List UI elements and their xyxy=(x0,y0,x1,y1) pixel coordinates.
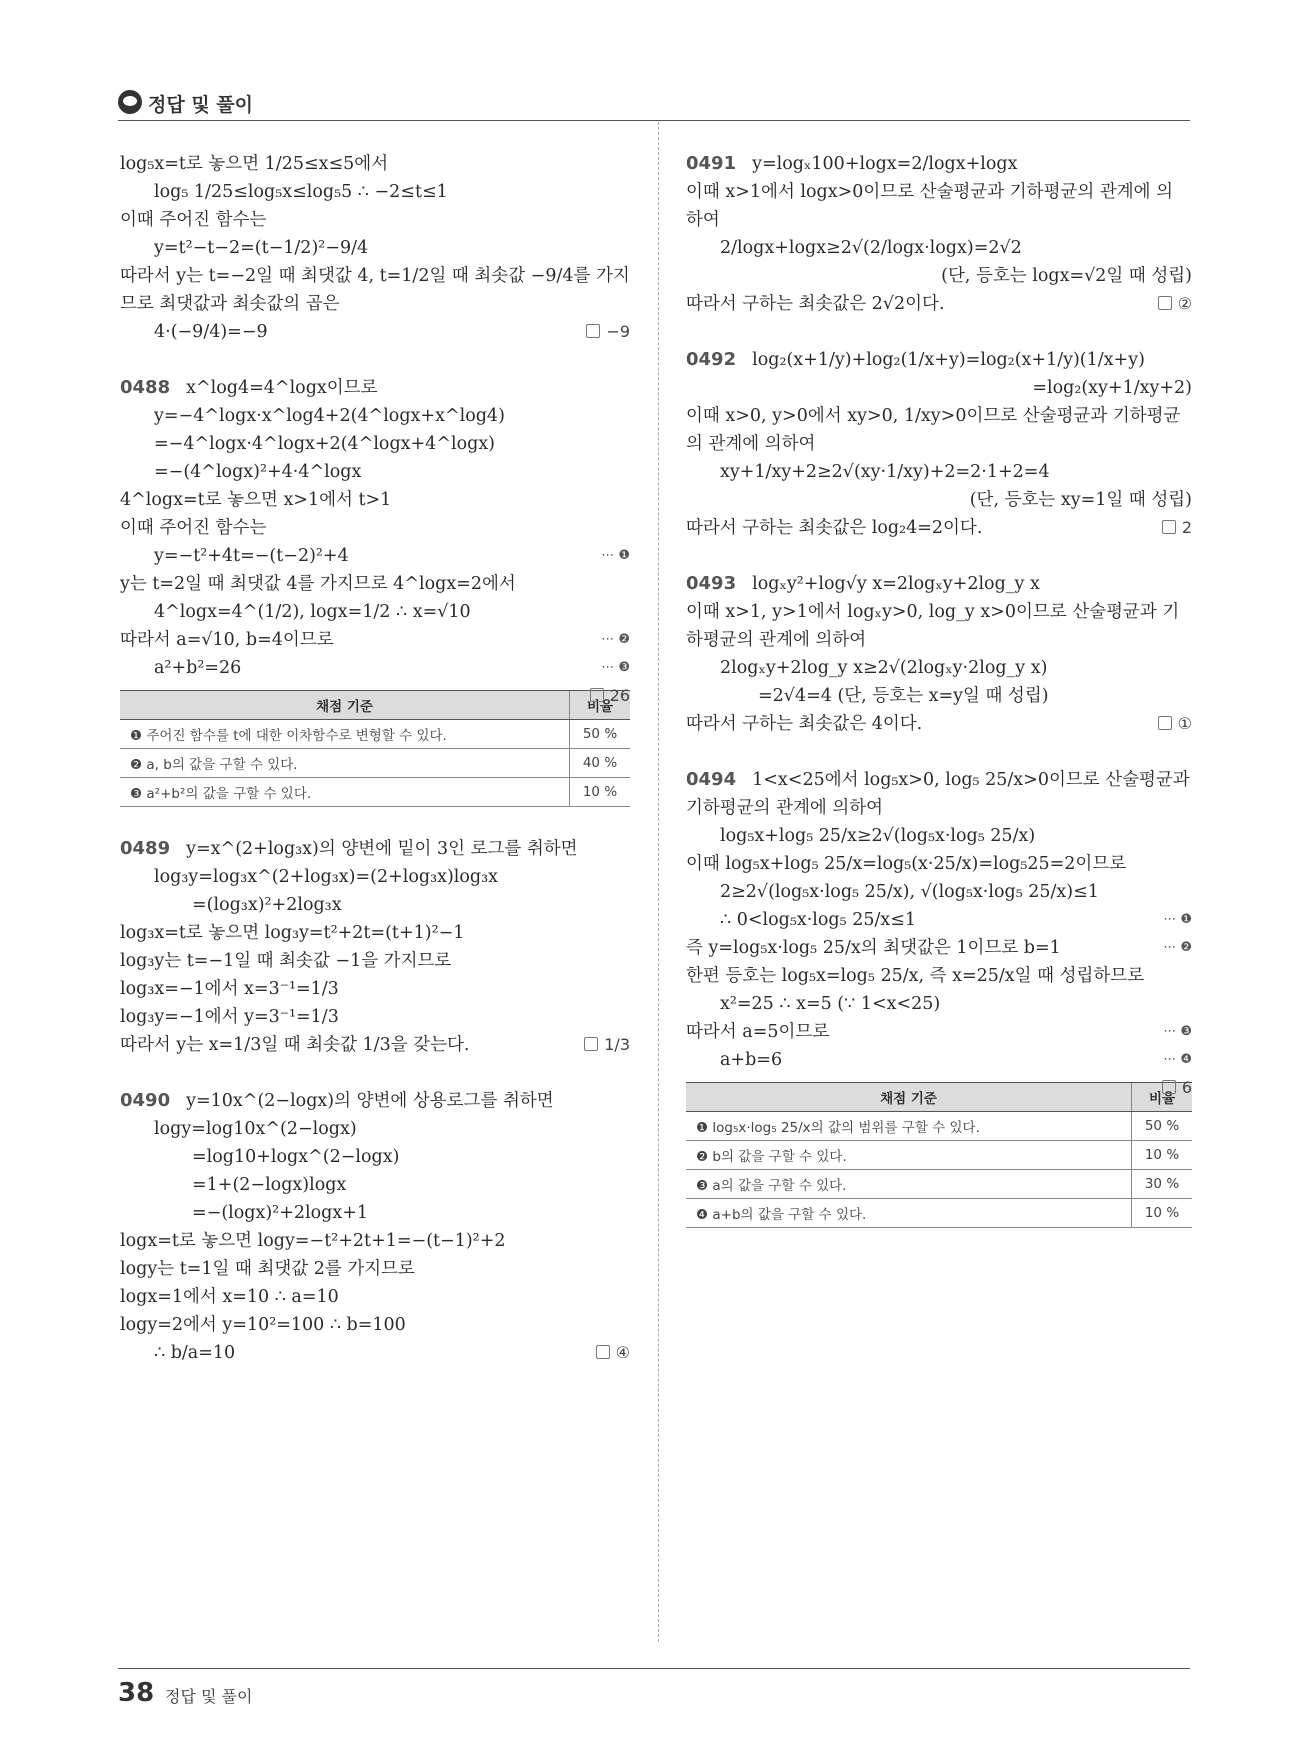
answer-badge: ① xyxy=(1158,710,1192,738)
solution-line xyxy=(686,794,1192,822)
problem-number: 0492 xyxy=(686,349,737,370)
footer-rule xyxy=(118,1668,1190,1669)
right-column xyxy=(686,150,1192,1228)
math-text: 이때 주어진 함수는 xyxy=(120,518,267,538)
criterion-cell: ❶ 주어진 함수를 t에 대한 이차함수로 변형할 수 있다. xyxy=(120,720,570,749)
math-text: y=10x^(2−logx)의 양변에 상용로그를 취하면 xyxy=(186,1091,554,1111)
solution-line xyxy=(120,178,630,206)
step-marker: ⋯ ❸ xyxy=(601,660,630,675)
solution-line xyxy=(120,1339,630,1367)
problem-number: 0489 xyxy=(120,838,171,859)
solution-line xyxy=(120,458,630,486)
step-marker: ⋯ ❹ xyxy=(1163,1052,1192,1067)
math-text: logx=1에서 x=10 ∴ a=10 xyxy=(120,1287,339,1307)
spacer xyxy=(686,542,1192,570)
criterion-cell: ❶ log₅x·log₅ 25/x의 값의 범위를 구할 수 있다. xyxy=(686,1112,1132,1141)
criterion-cell: ❸ a²+b²의 값을 구할 수 있다. xyxy=(120,778,570,807)
step-marker: ⋯ ❷ xyxy=(601,632,630,647)
solution-line xyxy=(686,1046,1192,1074)
solution-line xyxy=(686,402,1192,430)
math-text: y=logₓ100+logx=2/logx+logx xyxy=(752,154,1018,174)
table-row xyxy=(686,1199,1192,1228)
math-text: 하평균의 관계에 의하여 xyxy=(686,630,867,650)
solution-line xyxy=(120,1283,630,1311)
math-text: 이때 log₅x+log₅ 25/x=log₅(x·25/x)=log₅25=2이므로 xyxy=(686,854,1127,874)
solution-line xyxy=(686,430,1192,458)
math-text: y=x^(2+log₃x)의 양변에 밑이 3인 로그를 취하면 xyxy=(186,839,578,859)
ratio-cell: 40 % xyxy=(570,749,631,778)
math-text: 4^logx=4^(1/2), logx=1/2 ∴ x=√10 xyxy=(154,602,471,622)
math-text: log₃y=−1에서 y=3⁻¹=1/3 xyxy=(120,1007,339,1027)
solution-line xyxy=(686,346,1192,374)
math-text: logₓy²+log√y x=2logₓy+2log_y x xyxy=(752,574,1040,594)
footer-label: 정답 및 풀이 xyxy=(165,1687,253,1706)
math-text: y는 t=2일 때 최댓값 4를 가지므로 4^logx=2에서 xyxy=(120,574,516,594)
grading-header: 비율 xyxy=(1132,1083,1193,1112)
ratio-cell: 10 % xyxy=(570,778,631,807)
ratio-cell: 50 % xyxy=(1132,1112,1193,1141)
step-marker: ⋯ ❷ xyxy=(1163,940,1192,955)
math-text: log₃x=−1에서 x=3⁻¹=1/3 xyxy=(120,979,339,999)
solution-line xyxy=(686,514,1192,542)
math-text: =(log₃x)²+2log₃x xyxy=(192,895,342,915)
solution-line xyxy=(686,486,1192,514)
solution-line xyxy=(686,990,1192,1018)
mascot-icon xyxy=(118,90,142,114)
table-row xyxy=(120,778,630,807)
math-text: log₃y는 t=−1일 때 최솟값 −1을 가지므로 xyxy=(120,951,452,971)
math-text: 2/logx+logx≥2√(2/logx·logx)=2√2 xyxy=(720,238,1022,258)
solution-line xyxy=(120,1031,630,1059)
math-text: 이때 x>1, y>1에서 logₓy>0, log_y x>0이므로 산술평균과 기 xyxy=(686,602,1180,622)
ratio-cell: 50 % xyxy=(570,720,631,749)
math-text: 의 관계에 의하여 xyxy=(686,434,816,454)
math-text: 2logₓy+2log_y x≥2√(2logₓy·2log_y x) xyxy=(720,658,1048,678)
solution-line xyxy=(120,430,630,458)
math-text: y=t²−t−2=(t−1/2)²−9/4 xyxy=(154,238,369,258)
criterion-cell: ❹ a+b의 값을 구할 수 있다. xyxy=(686,1199,1132,1228)
solution-line xyxy=(686,682,1192,710)
solution-line xyxy=(686,178,1192,206)
solution-line xyxy=(686,654,1192,682)
math-text: logx=t로 놓으면 logy=−t²+2t+1=−(t−1)²+2 xyxy=(120,1231,506,1251)
solution-line xyxy=(686,374,1192,402)
math-text: 므로 최댓값과 최솟값의 곱은 xyxy=(120,294,340,314)
math-text: 따라서 a=5이므로 xyxy=(686,1022,830,1042)
problem-number: 0494 xyxy=(686,769,737,790)
math-text: =1+(2−logx)logx xyxy=(192,1175,347,1195)
solution-line xyxy=(120,262,630,290)
grading-header: 비율 xyxy=(570,691,631,720)
math-text: x²=25 ∴ x=5 (∵ 1<x<25) xyxy=(720,994,941,1014)
answer-badge: 26 xyxy=(590,682,630,710)
math-text: =log₂(xy+1/xy+2) xyxy=(1032,378,1192,398)
solution-line xyxy=(686,934,1192,962)
spacer xyxy=(120,346,630,374)
table-row xyxy=(686,1112,1192,1141)
solution-line xyxy=(120,626,630,654)
answer-badge: −9 xyxy=(586,318,630,346)
math-text: y=−4^logx·x^log4+2(4^logx+x^log4) xyxy=(154,406,505,426)
solution-line xyxy=(686,906,1192,934)
problem-number: 0488 xyxy=(120,377,171,398)
table-row xyxy=(120,720,630,749)
solution-line xyxy=(120,150,630,178)
grading-header: 채점 기준 xyxy=(120,691,570,720)
solution-line xyxy=(120,1171,630,1199)
table-row xyxy=(120,749,630,778)
problem-number: 0490 xyxy=(120,1090,171,1111)
math-text: 즉 y=log₅x·log₅ 25/x의 최댓값은 1이므로 b=1 xyxy=(686,938,1061,958)
math-text: (단, 등호는 logx=√2일 때 성립) xyxy=(941,266,1192,286)
math-text: 1<x<25에서 log₅x>0, log₅ 25/x>0이므로 산술평균과 xyxy=(752,770,1190,790)
math-text: log₂(x+1/y)+log₂(1/x+y)=log₂(x+1/y)(1/x+y) xyxy=(752,350,1145,370)
answer-badge: 2 xyxy=(1162,514,1192,542)
solution-line xyxy=(120,206,630,234)
header-title: 정답 및 풀이 xyxy=(148,94,253,116)
solution-line xyxy=(120,374,630,402)
solution-line xyxy=(686,766,1192,794)
solution-line xyxy=(686,206,1192,234)
step-marker: ⋯ ❸ xyxy=(1163,1024,1192,1039)
math-text: 4·(−9/4)=−9 xyxy=(154,322,268,342)
math-text: =−(4^logx)²+4·4^logx xyxy=(154,462,362,482)
page-number: 38 xyxy=(118,1678,155,1708)
math-text: log₅ 1/25≤log₅x≤log₅5 ∴ −2≤t≤1 xyxy=(154,182,448,202)
math-text: 하여 xyxy=(686,210,720,230)
page-header xyxy=(118,88,1190,121)
math-text: 4^logx=t로 놓으면 x>1에서 t>1 xyxy=(120,490,392,510)
math-text: log₃y=log₃x^(2+log₃x)=(2+log₃x)log₃x xyxy=(154,867,499,887)
math-text: xy+1/xy+2≥2√(xy·1/xy)+2=2·1+2=4 xyxy=(720,462,1050,482)
solution-line xyxy=(686,878,1192,906)
solution-line xyxy=(686,1018,1192,1046)
math-text: log₃x=t로 놓으면 log₃y=t²+2t=(t+1)²−1 xyxy=(120,923,465,943)
solution-line xyxy=(120,402,630,430)
solution-line xyxy=(686,626,1192,654)
ratio-cell: 10 % xyxy=(1132,1141,1193,1170)
math-text: =2√4=4 (단, 등호는 x=y일 때 성립) xyxy=(758,686,1049,706)
math-text: 기하평균의 관계에 의하여 xyxy=(686,798,884,818)
ratio-cell: 30 % xyxy=(1132,1170,1193,1199)
solution-line xyxy=(120,654,630,682)
solution-line xyxy=(120,1255,630,1283)
math-text: (단, 등호는 xy=1일 때 성립) xyxy=(969,490,1192,510)
math-text: 이때 x>0, y>0에서 xy>0, 1/xy>0이므로 산술평균과 기하평균 xyxy=(686,406,1181,426)
table-row xyxy=(686,1141,1192,1170)
math-text: 한편 등호는 log₅x=log₅ 25/x, 즉 x=25/x일 때 성립하므로 xyxy=(686,966,1145,986)
solution-line xyxy=(120,975,630,1003)
criterion-cell: ❷ a, b의 값을 구할 수 있다. xyxy=(120,749,570,778)
grading-header: 채점 기준 xyxy=(686,1083,1132,1112)
spacer xyxy=(686,738,1192,766)
step-marker: ⋯ ❶ xyxy=(1163,912,1192,927)
criterion-cell: ❷ b의 값을 구할 수 있다. xyxy=(686,1141,1132,1170)
solution-line xyxy=(120,891,630,919)
math-text: log₅x=t로 놓으면 1/25≤x≤5에서 xyxy=(120,154,389,174)
spacer xyxy=(120,807,630,835)
answer-badge: 6 xyxy=(1162,1074,1192,1102)
math-text: 따라서 구하는 최솟값은 4이다. xyxy=(686,714,923,734)
math-text: 따라서 a=√10, b=4이므로 xyxy=(120,630,334,650)
math-text: y=−t²+4t=−(t−2)²+4 xyxy=(154,546,349,566)
solution-line xyxy=(686,850,1192,878)
left-column xyxy=(120,150,630,1367)
solution-line xyxy=(686,290,1192,318)
solution-line xyxy=(686,962,1192,990)
math-text: logy=2에서 y=10²=100 ∴ b=100 xyxy=(120,1315,406,1335)
math-text: log₅x+log₅ 25/x≥2√(log₅x·log₅ 25/x) xyxy=(720,826,1036,846)
spacer xyxy=(686,318,1192,346)
solution-line xyxy=(120,542,630,570)
solution-line xyxy=(120,1143,630,1171)
solution-line xyxy=(120,290,630,318)
solution-line xyxy=(120,1199,630,1227)
math-text: =−4^logx·4^logx+2(4^logx+4^logx) xyxy=(154,434,496,454)
solution-line xyxy=(120,570,630,598)
spacer xyxy=(120,1059,630,1087)
criterion-cell: ❸ a의 값을 구할 수 있다. xyxy=(686,1170,1132,1199)
solution-line xyxy=(686,150,1192,178)
solution-line xyxy=(120,486,630,514)
solution-line xyxy=(686,262,1192,290)
column-divider xyxy=(658,122,659,1642)
table-row xyxy=(686,1170,1192,1199)
solution-line xyxy=(120,1311,630,1339)
solution-line xyxy=(686,710,1192,738)
solution-line xyxy=(120,1087,630,1115)
solution-line xyxy=(686,458,1192,486)
solution-line xyxy=(686,234,1192,262)
grading-table xyxy=(686,1082,1192,1228)
math-text: a+b=6 xyxy=(720,1050,783,1070)
math-text: 2≥2√(log₅x·log₅ 25/x), √(log₅x·log₅ 25/x)≤1 xyxy=(720,882,1099,902)
solution-line xyxy=(686,598,1192,626)
math-text: 이때 x>1에서 logx>0이므로 산술평균과 기하평균의 관계에 의 xyxy=(686,182,1174,202)
solution-line xyxy=(120,234,630,262)
answer-badge: ④ xyxy=(596,1339,630,1367)
solution-line xyxy=(686,822,1192,850)
math-text: =log10+logx^(2−logx) xyxy=(192,1147,400,1167)
math-text: ∴ 0<log₅x·log₅ 25/x≤1 xyxy=(720,910,917,930)
math-text: 이때 주어진 함수는 xyxy=(120,210,267,230)
solution-line xyxy=(120,1227,630,1255)
math-text: logy는 t=1일 때 최댓값 2를 가지므로 xyxy=(120,1259,415,1279)
problem-number: 0493 xyxy=(686,573,737,594)
answer-badge: 1/3 xyxy=(584,1031,630,1059)
solution-line xyxy=(120,1003,630,1031)
math-text: 따라서 구하는 최솟값은 log₂4=2이다. xyxy=(686,518,983,538)
math-text: 따라서 구하는 최솟값은 2√2이다. xyxy=(686,294,945,314)
solution-line xyxy=(686,570,1192,598)
math-text: ∴ b/a=10 xyxy=(154,1343,236,1363)
math-text: 따라서 y는 x=1/3일 때 최솟값 1/3을 갖는다. xyxy=(120,1035,470,1055)
solution-line xyxy=(120,514,630,542)
solution-line xyxy=(120,835,630,863)
solution-line xyxy=(120,318,630,346)
grading-table xyxy=(120,690,630,807)
answer-badge: ② xyxy=(1158,290,1192,318)
math-text: a²+b²=26 xyxy=(154,658,242,678)
math-text: =−(logx)²+2logx+1 xyxy=(192,1203,368,1223)
solution-line xyxy=(120,863,630,891)
math-text: x^log4=4^logx이므로 xyxy=(186,378,378,398)
solution-line xyxy=(120,919,630,947)
ratio-cell: 10 % xyxy=(1132,1199,1193,1228)
problem-number: 0491 xyxy=(686,153,737,174)
math-text: logy=log10x^(2−logx) xyxy=(154,1119,357,1139)
solution-line xyxy=(120,598,630,626)
step-marker: ⋯ ❶ xyxy=(601,548,630,563)
solution-line xyxy=(120,1115,630,1143)
solution-line xyxy=(120,947,630,975)
math-text: 따라서 y는 t=−2일 때 최댓값 4, t=1/2일 때 최솟값 −9/4를 가지 xyxy=(120,266,630,286)
